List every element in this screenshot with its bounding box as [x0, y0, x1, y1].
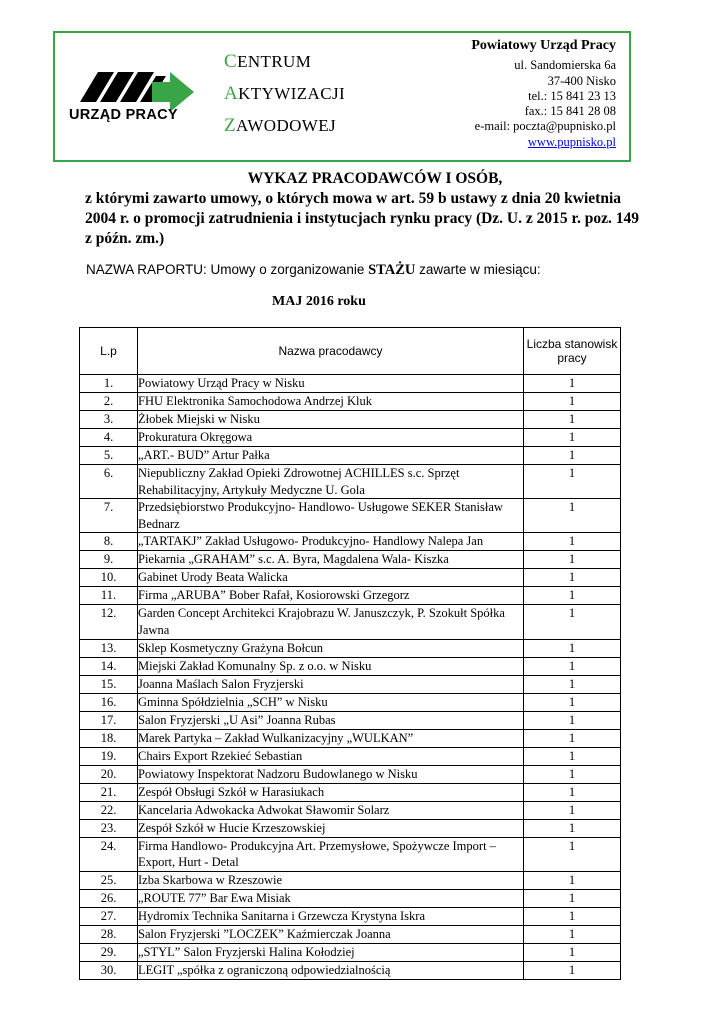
- row-number: 8.: [80, 533, 138, 551]
- report-name: NAZWA RAPORTU: Umowy o zorganizowanie STAŻU zawarte w miesiącu:: [86, 262, 541, 278]
- website-link[interactable]: www.pupnisko.pl: [527, 134, 616, 149]
- employer-name: Firma Handlowo- Produkcyjna Art. Przemysłowe, Spożywcze Import – Export, Hurt - Detal: [138, 837, 524, 871]
- table-row: [80, 639, 621, 657]
- table-row: [80, 675, 621, 693]
- employer-name: Salon Fryzjerski „U Asi” Joanna Rubas: [138, 711, 524, 729]
- table-row: [80, 961, 621, 979]
- table-row: [80, 819, 621, 837]
- employer-name: Piekarnia „GRAHAM” s.c. A. Byra, Magdalena Wala- Kiszka: [138, 551, 524, 569]
- employer-name: FHU Elektronika Samochodowa Andrzej Kluk: [138, 393, 524, 411]
- employer-name: Hydromix Technika Sanitarna i Grzewcza Krystyna Iskra: [138, 907, 524, 925]
- employer-name: Powiatowy Urząd Pracy w Nisku: [138, 375, 524, 393]
- row-number: 29.: [80, 943, 138, 961]
- center-line-3: ZAWODOWEJ: [224, 115, 337, 136]
- row-number: 26.: [80, 889, 138, 907]
- positions-count: 1: [524, 393, 621, 411]
- table-row: [80, 605, 621, 639]
- employer-name: Zespół Obsługi Szkół w Harasiukach: [138, 783, 524, 801]
- table-row: [80, 907, 621, 925]
- positions-count: 1: [524, 551, 621, 569]
- employers-table: [79, 327, 621, 980]
- row-number: 2.: [80, 393, 138, 411]
- table-row: [80, 693, 621, 711]
- employer-name: „TARTAKJ” Zakład Usługowo- Produkcyjno- Handlowy Nalepa Jan: [138, 533, 524, 551]
- row-number: 12.: [80, 605, 138, 639]
- contact-block: [471, 38, 616, 150]
- employer-name: Miejski Zakład Komunalny Sp. z o.o. w Nisku: [138, 657, 524, 675]
- office-name: Powiatowy Urząd Pracy: [471, 38, 616, 53]
- row-number: 19.: [80, 747, 138, 765]
- row-number: 14.: [80, 657, 138, 675]
- positions-count: 1: [524, 569, 621, 587]
- center-line-1: CENTRUM: [224, 51, 312, 72]
- table-row: [80, 499, 621, 533]
- positions-count: 1: [524, 693, 621, 711]
- positions-count: 1: [524, 871, 621, 889]
- title-line-2: z którymi zawarto umowy, o których mowa w art. 59 b ustawy z dnia 20 kwietnia 2004 r. o promocji zatrudnienia i instytucjach rynku pracy (Dz. U. z 2015 r. poz. 149 z późn. zm.): [85, 190, 639, 247]
- positions-count: 1: [524, 765, 621, 783]
- positions-count: 1: [524, 943, 621, 961]
- employer-name: Joanna Maślach Salon Fryzjerski: [138, 675, 524, 693]
- positions-count: 1: [524, 729, 621, 747]
- employer-name: Salon Fryzjerski ”LOCZEK” Kaźmierczak Joanna: [138, 925, 524, 943]
- header-name: Nazwa pracodawcy: [138, 328, 524, 375]
- row-number: 4.: [80, 429, 138, 447]
- positions-count: 1: [524, 429, 621, 447]
- table-header-row: [80, 328, 621, 375]
- table-row: [80, 465, 621, 499]
- employer-name: Niepubliczny Zakład Opieki Zdrowotnej ACHILLES s.c. Sprzęt Rehabilitacyjny, Artykuły Medyczne U. Gola: [138, 465, 524, 499]
- table-row: [80, 943, 621, 961]
- table-row: [80, 569, 621, 587]
- employer-name: Żłobek Miejski w Nisku: [138, 411, 524, 429]
- table-row: [80, 657, 621, 675]
- positions-count: 1: [524, 907, 621, 925]
- row-number: 27.: [80, 907, 138, 925]
- header-lp: L.p: [80, 328, 138, 375]
- table-row: [80, 411, 621, 429]
- employer-name: Marek Partyka – Zakład Wulkanizacyjny „WULKAN”: [138, 729, 524, 747]
- row-number: 25.: [80, 871, 138, 889]
- row-number: 13.: [80, 639, 138, 657]
- table-row: [80, 551, 621, 569]
- row-number: 7.: [80, 499, 138, 533]
- logo-text: URZĄD PRACY: [69, 107, 178, 123]
- employer-name: Prokuratura Okręgowa: [138, 429, 524, 447]
- row-number: 15.: [80, 675, 138, 693]
- table-row: [80, 925, 621, 943]
- table-row: [80, 747, 621, 765]
- positions-count: 1: [524, 783, 621, 801]
- row-number: 6.: [80, 465, 138, 499]
- positions-count: 1: [524, 711, 621, 729]
- email: e-mail: poczta@pupnisko.pl: [474, 119, 616, 134]
- table-row: [80, 375, 621, 393]
- positions-count: 1: [524, 657, 621, 675]
- positions-count: 1: [524, 837, 621, 871]
- table-row: [80, 711, 621, 729]
- row-number: 18.: [80, 729, 138, 747]
- employer-name: Firma „ARUBA” Bober Rafał, Kosiorowski Grzegorz: [138, 587, 524, 605]
- table-row: [80, 837, 621, 871]
- positions-count: 1: [524, 961, 621, 979]
- row-number: 17.: [80, 711, 138, 729]
- table-row: [80, 393, 621, 411]
- positions-count: 1: [524, 587, 621, 605]
- row-number: 24.: [80, 837, 138, 871]
- row-number: 28.: [80, 925, 138, 943]
- positions-count: 1: [524, 465, 621, 499]
- report-month: MAJ 2016 roku: [272, 294, 366, 309]
- employer-name: LEGIT „spółka z ograniczoną odpowiedzialnością: [138, 961, 524, 979]
- positions-count: 1: [524, 925, 621, 943]
- employer-name: Kancelaria Adwokacka Adwokat Sławomir Solarz: [138, 801, 524, 819]
- document-title: [85, 169, 645, 249]
- employer-name: Garden Concept Architekci Krajobrazu W. Januszczyk, P. Szokułt Spółka Jawna: [138, 605, 524, 639]
- employer-name: „ART.- BUD” Artur Pałka: [138, 447, 524, 465]
- row-number: 5.: [80, 447, 138, 465]
- row-number: 20.: [80, 765, 138, 783]
- row-number: 1.: [80, 375, 138, 393]
- table-row: [80, 889, 621, 907]
- employer-name: Sklep Kosmetyczny Grażyna Bołcun: [138, 639, 524, 657]
- row-number: 3.: [80, 411, 138, 429]
- employer-name: Zespół Szkół w Hucie Krzeszowskiej: [138, 819, 524, 837]
- table-row: [80, 429, 621, 447]
- positions-count: 1: [524, 819, 621, 837]
- employer-name: Chairs Export Rzekieć Sebastian: [138, 747, 524, 765]
- header-count: Liczba stanowisk pracy: [524, 328, 621, 375]
- table-row: [80, 729, 621, 747]
- table-row: [80, 447, 621, 465]
- positions-count: 1: [524, 801, 621, 819]
- positions-count: 1: [524, 411, 621, 429]
- fax: fax.: 15 841 28 08: [524, 104, 616, 119]
- positions-count: 1: [524, 375, 621, 393]
- table-row: [80, 587, 621, 605]
- employer-name: „ROUTE 77” Bar Ewa Misiak: [138, 889, 524, 907]
- positions-count: 1: [524, 675, 621, 693]
- positions-count: 1: [524, 447, 621, 465]
- employer-name: Przedsiębiorstwo Produkcyjno- Handlowo- Usługowe SEKER Stanisław Bednarz: [138, 499, 524, 533]
- positions-count: 1: [524, 639, 621, 657]
- address: ul. Sandomierska 6a: [514, 58, 616, 73]
- row-number: 11.: [80, 587, 138, 605]
- center-line-2: AKTYWIZACJI: [224, 83, 346, 104]
- table-row: [80, 783, 621, 801]
- row-number: 30.: [80, 961, 138, 979]
- employer-name: Gminna Spółdzielnia „SCH” w Nisku: [138, 693, 524, 711]
- row-number: 23.: [80, 819, 138, 837]
- title-line-1: WYKAZ PRACODAWCÓW I OSÓB,: [247, 170, 503, 187]
- positions-count: 1: [524, 533, 621, 551]
- city: 37-400 Nisko: [547, 73, 616, 88]
- table-row: [80, 801, 621, 819]
- urzad-pracy-logo: [66, 60, 202, 136]
- row-number: 9.: [80, 551, 138, 569]
- table-row: [80, 765, 621, 783]
- positions-count: 1: [524, 605, 621, 639]
- row-number: 21.: [80, 783, 138, 801]
- employer-name: Izba Skarbowa w Rzeszowie: [138, 871, 524, 889]
- positions-count: 1: [524, 499, 621, 533]
- employer-name: „STYL” Salon Fryzjerski Halina Kołodziej: [138, 943, 524, 961]
- row-number: 16.: [80, 693, 138, 711]
- row-number: 22.: [80, 801, 138, 819]
- phone: tel.: 15 841 23 13: [528, 88, 616, 103]
- row-number: 10.: [80, 569, 138, 587]
- table-row: [80, 533, 621, 551]
- table-row: [80, 871, 621, 889]
- positions-count: 1: [524, 889, 621, 907]
- employer-name: Gabinet Urody Beata Walicka: [138, 569, 524, 587]
- positions-count: 1: [524, 747, 621, 765]
- employer-name: Powiatowy Inspektorat Nadzoru Budowlanego w Nisku: [138, 765, 524, 783]
